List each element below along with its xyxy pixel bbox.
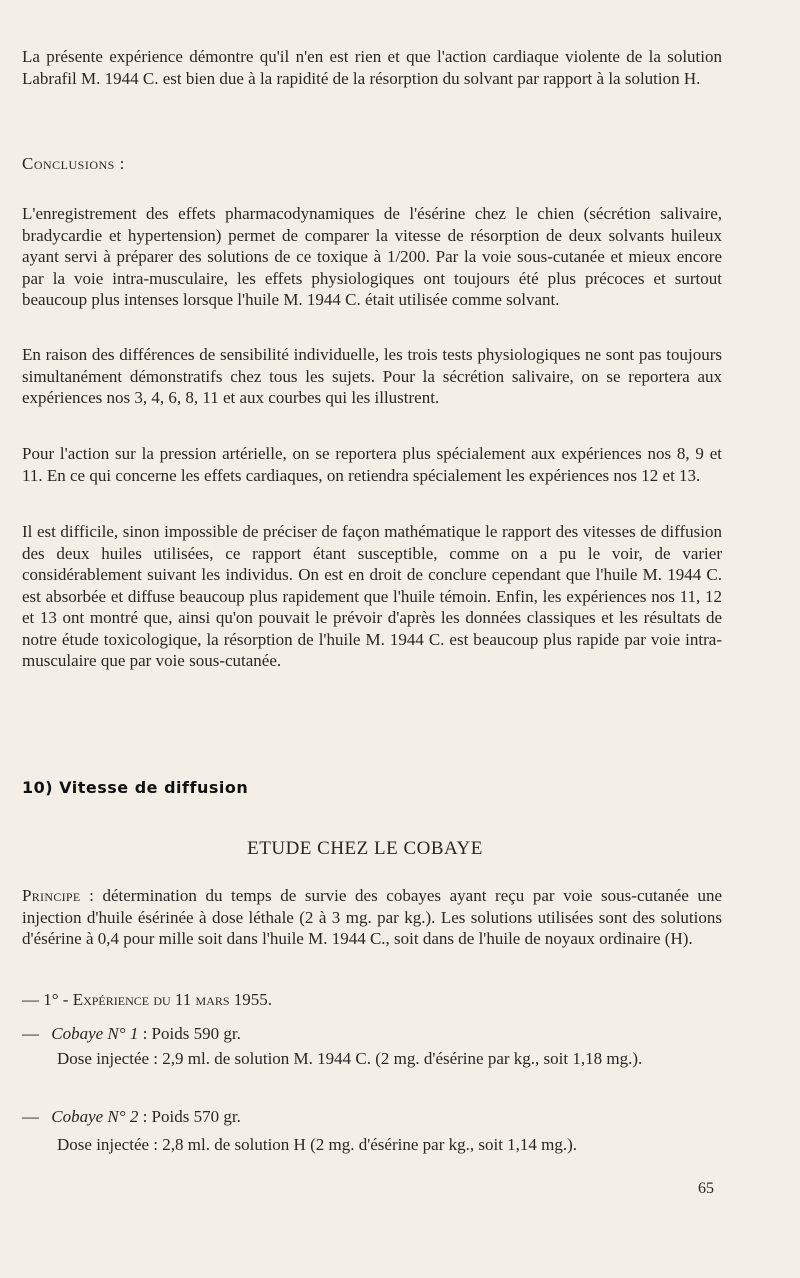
dose-1: Dose injectée : 2,9 ml. de solution M. 1944 C. (2 mg. d'ésérine par kg., soit 1,18 mg.). (57, 1049, 643, 1068)
study-title: ETUDE CHEZ LE COBAYE (247, 838, 483, 859)
cobaye-2-label: Cobaye N° 2 (51, 1107, 139, 1126)
principe-label: Principe (22, 886, 81, 905)
section-heading: 10) Vitesse de diffusion (22, 778, 249, 797)
cobaye-1-line (22, 1023, 241, 1045)
paragraph-4: Il est difficile, sinon impossible de préciser de façon mathématique le rapport des vitesses de diffusion des deux huiles utilisées, ce rapport étant susceptible, comme on a pu le voir, de varier considérablement suivant les individus. On est en droit de conclure cependant que l'huile M. 1944 C. est absorbée et diffuse beaucoup plus rapidement que l'huile témoin. Enfin, les expériences nos 11, 12 et 13 ont montré que, ainsi qu'on pouvait le prévoir d'après les données classiques et les résultats de notre étude toxicologique, la résorption de l'huile M. 1944 C. est beaucoup plus rapide par voie intra-musculaire que par voie sous-cutanée. (22, 522, 722, 670)
cobaye-1-label: Cobaye N° 1 (51, 1024, 139, 1043)
cobaye-2-line (22, 1106, 241, 1128)
paragraph-2: En raison des différences de sensibilité individuelle, les trois tests physiologiques ne sont pas toujours simultanément démonstratifs chez tous les sujets. Pour la sécrétion salivaire, on se reportera aux expériences nos 3, 4, 6, 8, 11 et aux courbes qui les illustrent. (22, 345, 722, 407)
dose-2: Dose injectée : 2,8 ml. de solution H (2 mg. d'ésérine par kg., soit 1,14 mg.). (57, 1135, 578, 1154)
paragraph-1: L'enregistrement des effets pharmacodynamiques de l'ésérine chez le chien (sécrétion salivaire, bradycardie et hypertension) permet de comparer la vitesse de résorption de deux solvants huileux ayant servi à préparer des solutions de ce toxique à 1/200. Par la voie sous-cutanée et mieux encore par la voie intra-musculaire, les effets physiologiques ont toujours été plus précoces et surtout beaucoup plus intenses lorsque l'huile M. 1944 C. était utilisée comme solvant. (22, 204, 722, 309)
dash: — (22, 1024, 39, 1043)
principe-text: : détermination du temps de survie des cobayes ayant reçu par voie sous-cutanée une injection d'huile ésérinée à dose léthale (2 à 3 mg. par kg.). Les solutions utilisées sont des solutions d'ésérine à 0,4 pour mille soit dans l'huile M. 1944 C., soit dans de l'huile de noyaux ordinaire (H). (22, 886, 722, 948)
dash: — (22, 1107, 39, 1126)
principe-paragraph (22, 885, 722, 950)
experience-line: — 1° - Expérience du 11 mars 1955. (22, 990, 273, 1009)
intro-paragraph: La présente expérience démontre qu'il n'en est rien et que l'action cardiaque violente de la solution Labrafil M. 1944 C. est bien due à la rapidité de la résorption du solvant par rapport à la solution H. (22, 47, 722, 88)
conclusions-heading: Conclusions : (22, 154, 125, 173)
cobaye-1-weight: : Poids 590 gr. (138, 1024, 241, 1043)
paragraph-3: Pour l'action sur la pression artérielle, on se reportera plus spécialement aux expériences nos 8, 9 et 11. En ce qui concerne les effets cardiaques, on retiendra spécialement les expériences nos 12 et 13. (22, 444, 722, 485)
cobaye-2-weight: : Poids 570 gr. (138, 1107, 241, 1126)
page-number: 65 (698, 1180, 714, 1197)
